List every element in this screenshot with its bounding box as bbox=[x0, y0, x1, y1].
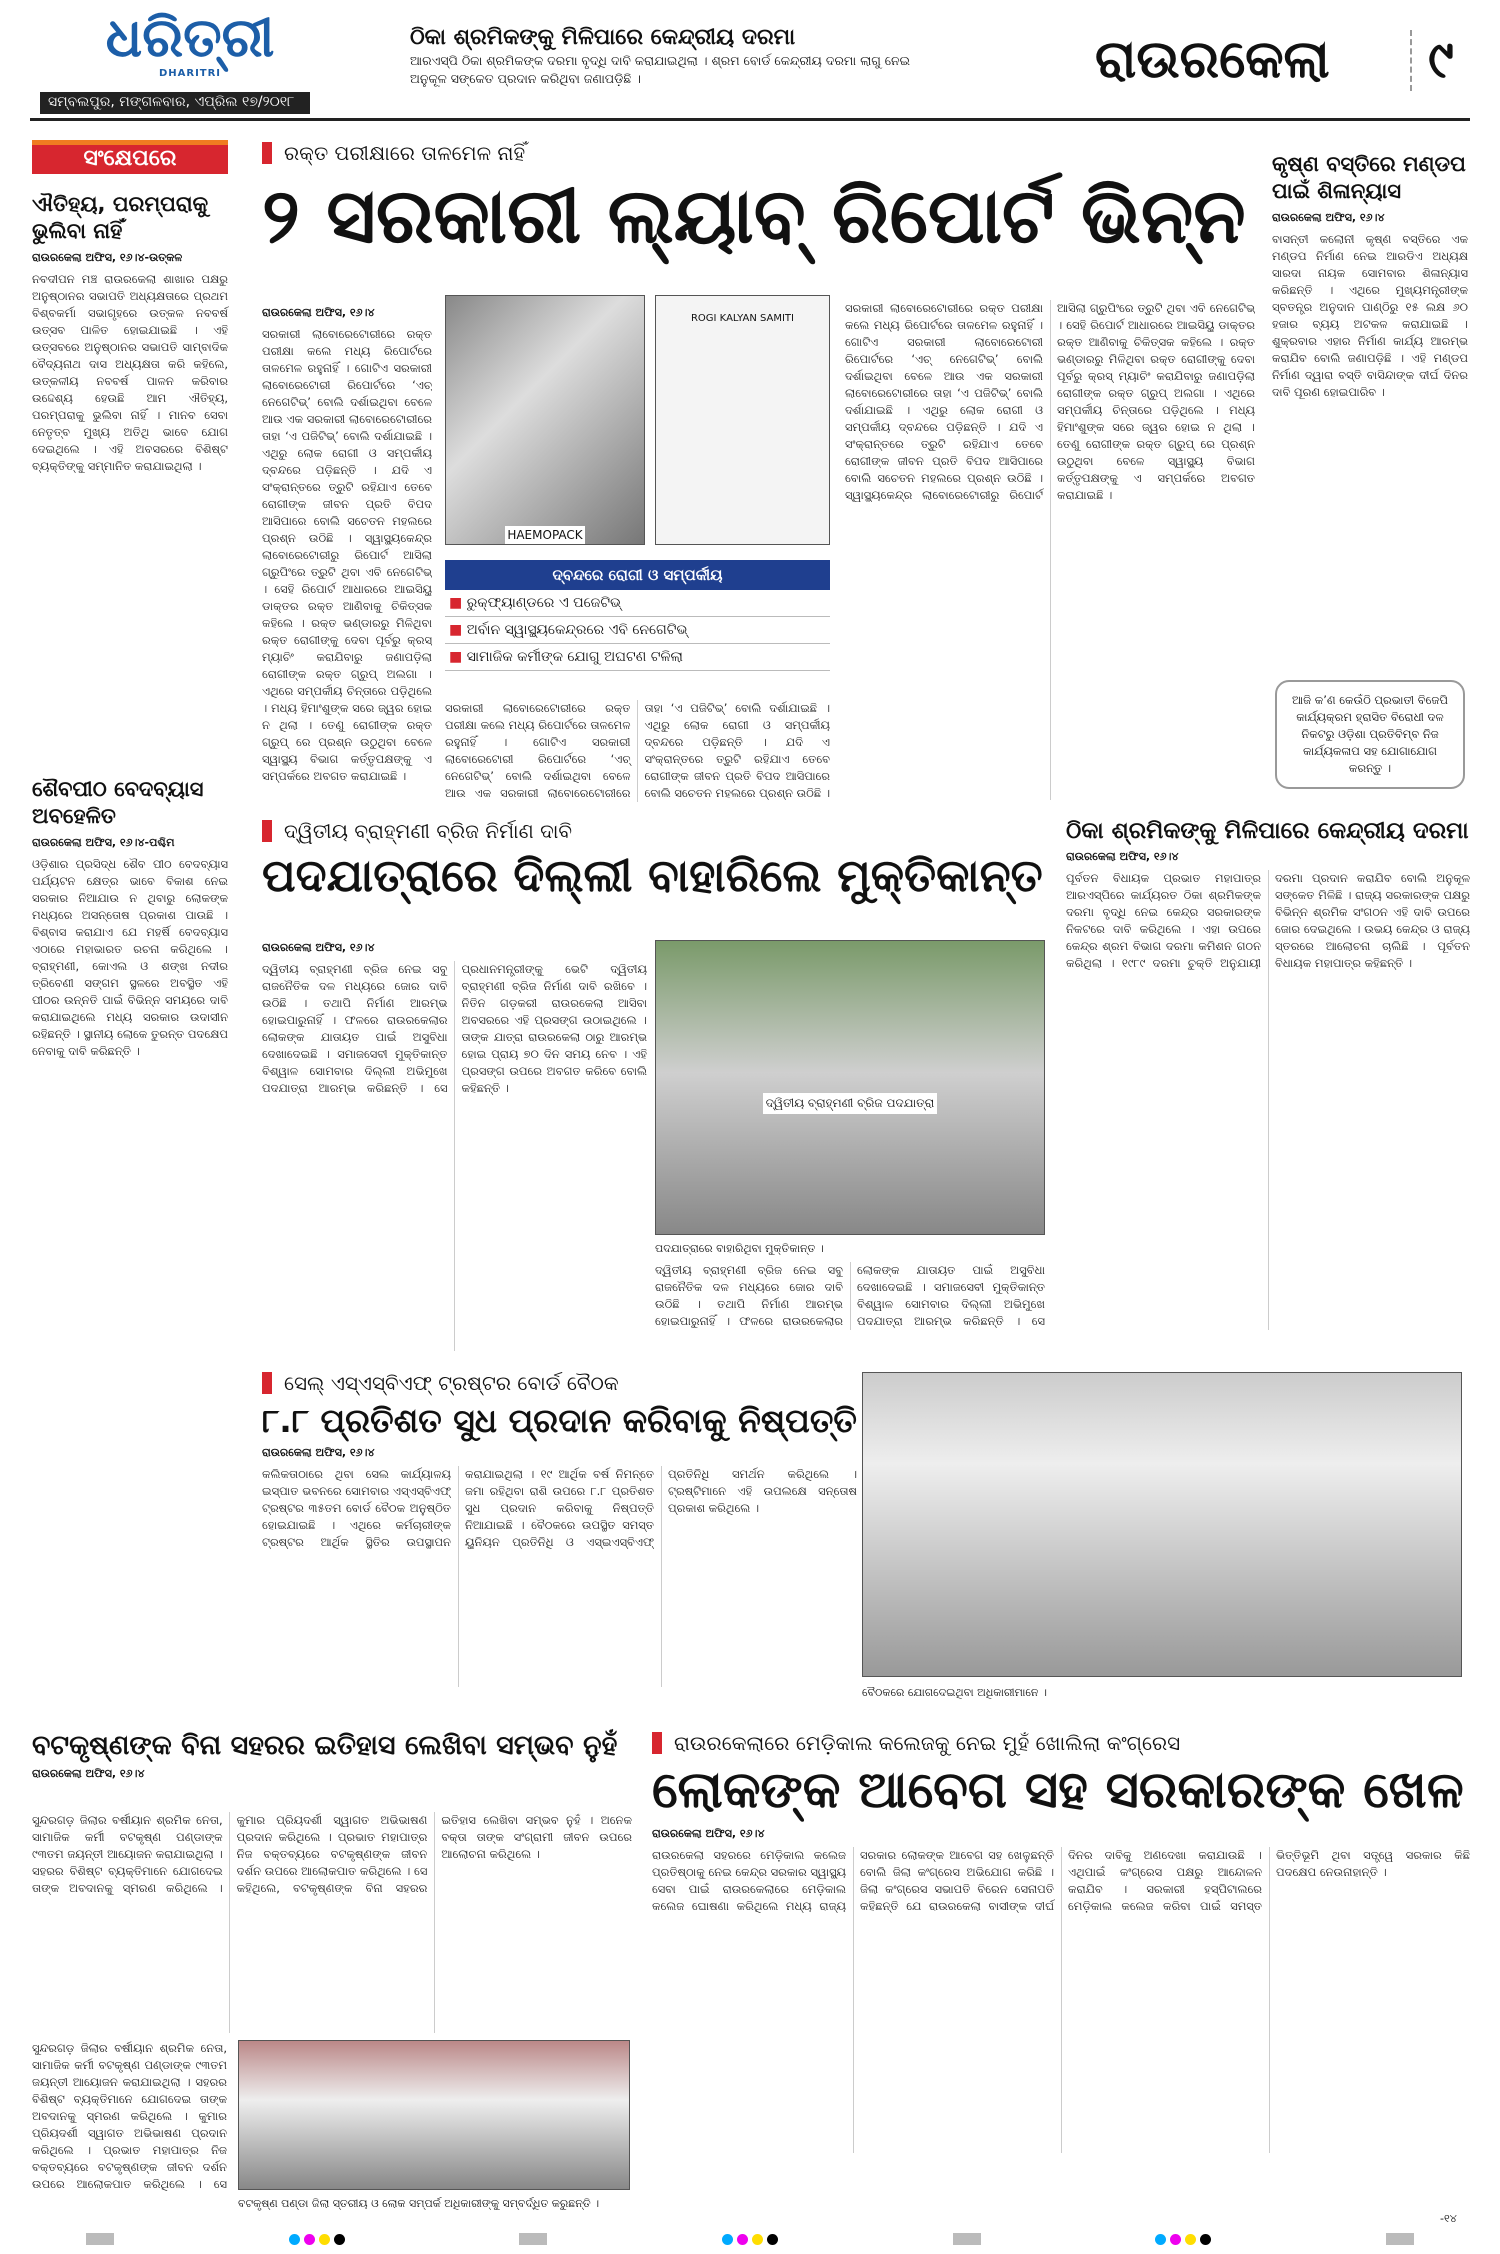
photo-caption: ପଦଯାତ୍ରାରେ ବାହାରିଥିବା ମୁକ୍ତିକାନ୍ତ । bbox=[655, 1242, 824, 1255]
story-headline: ବଟକୃଷ୍ଣଙ୍କ ବିନା ସହରର ଇତିହାସ ଲେଖିବା ସମ୍ଭବ ନୁହଁ bbox=[32, 1730, 618, 1761]
print-registration-marks bbox=[0, 2232, 1500, 2246]
photo-label: ROGI KALYAN SAMITI bbox=[690, 313, 794, 324]
gray-swatch bbox=[519, 2233, 547, 2245]
cmyk-dots bbox=[287, 2230, 347, 2249]
story-body: ଦ୍ୱିତୀୟ ବ୍ରାହ୍ମଣୀ ବ୍ରିଜ ନେଇ ସବୁ ରାଜନୈତିକ ଦଳ ମଧ୍ୟରେ ଜୋର ଦାବି ଉଠିଛି । ତଥାପି ନିର୍ମାଣ ଆରମ୍ଭ ହୋଇପାରୁନାହିଁ । ଫଳରେ ରାଉରକେଲାର ଲୋକଙ୍କ ଯାତାୟତ ପାଇଁ ଅସୁବିଧା ଦେଖାଦେଇଛି । ସମାଜସେବୀ ମୁକ୍ତିକାନ୍ତ ବିଶ୍ୱାଳ ସୋମବାର ଦିଲ୍ଲୀ ଅଭିମୁଖେ ପଦଯାତ୍ରା ଆରମ୍ଭ କରିଛନ୍ତି । ସେ ପ୍ରଧାନମନ୍ତ୍ରୀଙ୍କୁ ଭେଟି ଦ୍ୱିତୀୟ ବ୍ରାହ୍ମଣୀ ବ୍ରିଜ ନିର୍ମାଣ ଦାବି ରଖିବେ । ନିତିନ ଗଡ଼କରୀ ରାଉରକେଲା ଆସିବା ଅବସରରେ ଏହି ପ୍ରସଙ୍ଗ ଉଠାଇଥିଲେ । ତାଙ୍କ ଯାତ୍ରା ରାଉରକେଲା ଠାରୁ ଆରମ୍ଭ ହୋଇ ପ୍ରାୟ ୭୦ ଦିନ ସମୟ ନେବ । ଏହି ପ୍ରସଙ୍ଗ ଉପରେ ଅବଗତ କରିବେ ବୋଲି କହିଛନ୍ତି । bbox=[262, 962, 647, 1095]
page-section-name: ରାଉରକେଲା bbox=[1095, 30, 1330, 90]
story-dateline: ରାଉରକେଲା ଅଫିସ, ୧୬।୪ bbox=[652, 1826, 765, 1840]
gray-swatch bbox=[86, 2233, 114, 2245]
lab-report-photo bbox=[655, 295, 830, 545]
promo-quote: ଆଜି କ’ଣ କେଉଁଠି ପ୍ରଭାତୀ ବିଜେପି କାର୍ଯ୍ୟକ୍ରମ ହ୍ରାସିତ ବିରୋଧୀ ଦଳ ନିକଟରୁ ଓଡ଼ିଶା ପ୍ରତିବିମ୍ବ ନିଜ କାର୍ଯ୍ୟକଳାପ ସହ ଯୋଗାଯୋଗ କରନ୍ତୁ । bbox=[1275, 680, 1465, 789]
story2-body-wrap bbox=[262, 935, 647, 1351]
blood-bag-photo bbox=[445, 295, 645, 545]
briefs-badge: ସଂକ୍ଷେପରେ bbox=[32, 140, 228, 174]
teaser-title: ଠିକା ଶ୍ରମିକଙ୍କୁ ମିଳିପାରେ କେନ୍ଦ୍ରୀୟ ଦରମା bbox=[410, 25, 796, 50]
photo-caption: ବୈଠକରେ ଯୋଗଦେଇଥିବା ଅଧିକାରୀମାନେ । bbox=[862, 1686, 1047, 1699]
gray-swatch bbox=[953, 2233, 981, 2245]
lead-body: ସରକାରୀ ଲାବୋରେଟୋରୀରେ ରକ୍ତ ପରୀକ୍ଷା କଲେ ମଧ୍ୟ ରିପୋର୍ଟରେ ତାଳମେଳ ରହୁନାହିଁ । ଗୋଟିଏ ସରକାରୀ ଲାବୋରେଟୋରୀ ରିପୋର୍ଟରେ ‘ଏଚ୍ ନେଗେଟିଭ୍’ ବୋଲି ଦର୍ଶାଇଥିବା ବେଳେ ଆଉ ଏକ ସରକାରୀ ଲାବୋରେଟୋରୀରେ ତାହା ‘ଏ ପଜିଟିଭ୍’ ବୋଲି ଦର୍ଶାଯାଇଛି । ଏଥିରୁ ଲୋକ ରୋଗୀ ଓ ସମ୍ପର୍କୀୟ ଦ୍ବନ୍ଦରେ ପଡ଼ିଛନ୍ତି । ଯଦି ଏ ସଂକ୍ରାନ୍ତରେ ତ୍ରୁଟି ରହିଯାଏ ତେବେ ରୋଗୀଙ୍କ ଜୀବନ ପ୍ରତି ବିପଦ ଆସିପାରେ ବୋଲି ସଚେତନ ମହଲରେ ପ୍ରଶ୍ନ ଉଠିଛି । ସ୍ୱାସ୍ଥ୍ୟକେନ୍ଦ୍ର ଲାବୋରେଟୋରୀରୁ ରିପୋର୍ଟ ଆସିଲା ଗ୍ରୁପିଂରେ ତ୍ରୁଟି ଥିବା ଏବି ନେଗେଟିଭ୍ । ସେହି ରିପୋର୍ଟ ଆଧାରରେ ଆଇସିୟୁ ଡାକ୍ତର ରକ୍ତ ଆଣିବାକୁ ଚିକିତ୍ସକ କହିଲେ । ରକ୍ତ ଭଣ୍ଡାରରୁ ମିଳିଥିବା ରକ୍ତ ରୋଗୀଙ୍କୁ ଦେବା ପୂର୍ବରୁ କ୍ରସ୍ ମ୍ୟାଚିଂ କରାଯିବାରୁ ଜଣାପଡ଼ିଲା ରୋଗୀଙ୍କ ରକ୍ତ ଗ୍ରୁପ୍ ଅଲଗା । ଏଥିରେ ସମ୍ପର୍କୀୟ ଚିନ୍ତାରେ ପଡ଼ିଥିଲେ । ମଧ୍ୟ ହିମାଂଶୁଙ୍କ ସରେ ଜ୍ୱର ହୋଇ ନ ଥିଲା । ତେଣୁ ରୋଗୀଙ୍କ ରକ୍ତ ଗ୍ରୁପ୍ ରେ ପ୍ରଶ୍ନ ଉଠୁଥିବା ବେଳେ ସ୍ୱାସ୍ଥ୍ୟ ବିଭାଗ କର୍ତ୍ତୃପକ୍ଷଙ୍କୁ ଏ ସମ୍ପର୍କରେ ଅବଗତ କରାଯାଇଛି । bbox=[262, 327, 432, 783]
story-padayatra[interactable] bbox=[262, 818, 1052, 902]
story-headline: ଲୋକଙ୍କ ଆବେଗ ସହ ସରକାରଙ୍କ ଖେଳ bbox=[652, 1761, 1464, 1820]
lead-kicker: ରକ୍ତ ପରୀକ୍ଷାରେ ତାଳମେଳ ନାହିଁ bbox=[262, 140, 1252, 166]
gray-swatch bbox=[1386, 2233, 1414, 2245]
photo-caption: ବଟକୃଷ୍ଣ ପଣ୍ଡା ଜିଲା ସ୍ତରୀୟ ଓ ଲୋକ ସମ୍ପର୍କ ଅଧିକାରୀଙ୍କୁ ସମ୍ବର୍ଦ୍ଧିତ କରୁଛନ୍ତି । bbox=[238, 2197, 600, 2210]
banner-text: ଦ୍ୱିତୀୟ ବ୍ରାହ୍ମଣୀ ବ୍ରିଜ ପଦଯାତ୍ରା bbox=[763, 1093, 938, 1114]
cmyk-dots bbox=[1153, 2230, 1213, 2249]
brief-dateline: ରାଉରକେଲା ଅଫିସ, ୧୬।୪ bbox=[1272, 211, 1385, 224]
story-body: ପୂର୍ବତନ ବିଧାୟକ ପ୍ରଭାତ ମହାପାତ୍ର ଆରଏସ୍‌ପିରେ କାର୍ଯ୍ୟରତ ଠିକା ଶ୍ରମିକଙ୍କ ଦରମା ବୃଦ୍ଧି ନେଇ କେନ୍ଦ୍ର ସରକାରଙ୍କ ନିକଟରେ ଦାବି କରିଥିଲେ । ଏହା ଉପରେ କେନ୍ଦ୍ର ଶ୍ରମ ବିଭାଗ ଦରମା କମିଶନ ଗଠନ କରିଥିଲା । ୧୯୮୯ ଦରମା ଚୁକ୍ତି ଅନୁଯାୟୀ ଦରମା ପ୍ରଦାନ କରାଯିବ ବୋଲି ଅନୁକୂଳ ସଙ୍କେତ ମିଳିଛି । ରାଜ୍ୟ ସରକାରଙ୍କ ପକ୍ଷରୁ ବିଭିନ୍ନ ଶ୍ରମିକ ସଂଗଠନ ଏହି ଦାବି ଉପରେ ଜୋର ଦେଇଥିଲେ । ଉଭୟ କେନ୍ଦ୍ର ଓ ରାଜ୍ୟ ସ୍ତରରେ ଆଲୋଚନା ଚାଲିଛି । ପୂର୍ବତନ ବିଧାୟକ ମହାପାତ୍ର କହିଛନ୍ତି । bbox=[1066, 871, 1470, 971]
story-body-lower: ସୁନ୍ଦରଗଡ଼ ଜିଲାର ବର୍ଷୀୟାନ ଶ୍ରମିକ ନେତା, ସାମାଜିକ କର୍ମୀ ବଟକୃଷ୍ଣ ପଣ୍ଡାଙ୍କ ୯୩ତମ ଜୟନ୍ତୀ ଆୟୋଜନ କରାଯାଇଥିଲା । ସହରର ବିଶିଷ୍ଟ ବ୍ୟକ୍ତିମାନେ ଯୋଗଦେଇ ତାଙ୍କ ଅବଦାନକୁ ସ୍ମରଣ କରିଥିଲେ । କୁମାର ପ୍ରିୟଦର୍ଶୀ ସ୍ୱାଗତ ଅଭିଭାଷଣ ପ୍ରଦାନ କରିଥିଲେ । ପ୍ରଭାତ ମହାପାତ୍ର ନିଜ ବକ୍ତବ୍ୟରେ ବଟକୃଷ୍ଣଙ୍କ ଜୀବନ ଦର୍ଶନ ଉପରେ ଆଲୋକପାତ କରିଥିଲେ । ସେ bbox=[32, 2041, 227, 2191]
brief-body: ଓଡ଼ିଶାର ପ୍ରସିଦ୍ଧ ଶୈବ ପୀଠ ବେଦବ୍ୟାସ ପର୍ଯ୍ୟଟନ କ୍ଷେତ୍ର ଭାବେ ବିକାଶ ନେଇ ସରକାର ନିଆଯାଉ ନ ଥିବାରୁ ଲୋକଙ୍କ ମଧ୍ୟରେ ଅସନ୍ତୋଷ ପ୍ରକାଶ ପାଉଛି । ବିଶ୍ବାସ କରାଯାଏ ଯେ ମହର୍ଷି ବେଦବ୍ୟାସ ଏଠାରେ ମହାଭାରତ ରଚନା କରିଥିଲେ । ବ୍ରାହ୍ମଣୀ, କୋଏଲ ଓ ଶଙ୍ଖ ନଦୀର ତ୍ରିବେଣୀ ସଙ୍ଗମ ସ୍ଥଳରେ ଅବସ୍ଥିତ ଏହି ପୀଠର ଉନ୍ନତି ପାଇଁ ବିଭିନ୍ନ ସମୟରେ ଦାବି କରାଯାଇଥିଲେ ମଧ୍ୟ ସରକାର ଉଦାସୀନ ରହିଛନ୍ତି । ସ୍ଥାନୀୟ ଲୋକେ ତୁରନ୍ତ ପଦକ୍ଷେପ ନେବାକୁ ଦାବି କରିଛନ୍ତି । bbox=[32, 857, 228, 1058]
logo-english: DHARITRI bbox=[158, 68, 222, 79]
story-kicker: ଦ୍ୱିତୀୟ ବ୍ରାହ୍ମଣୀ ବ୍ରିଜ ନିର୍ମାଣ ଦାବି bbox=[262, 818, 1052, 844]
story-dateline: ରାଉରକେଲା ଅଫିସ, ୧୬।୪ bbox=[32, 1767, 145, 1781]
story-body: ସୁନ୍ଦରଗଡ଼ ଜିଲାର ବର୍ଷୀୟାନ ଶ୍ରମିକ ନେତା, ସାମାଜିକ କର୍ମୀ ବଟକୃଷ୍ଣ ପଣ୍ଡାଙ୍କ ୯୩ତମ ଜୟନ୍ତୀ ଆୟୋଜନ କରାଯାଇଥିଲା । ସହରର ବିଶିଷ୍ଟ ବ୍ୟକ୍ତିମାନେ ଯୋଗଦେଇ ତାଙ୍କ ଅବଦାନକୁ ସ୍ମରଣ କରିଥିଲେ । କୁମାର ପ୍ରିୟଦର୍ଶୀ ସ୍ୱାଗତ ଅଭିଭାଷଣ ପ୍ରଦାନ କରିଥିଲେ । ପ୍ରଭାତ ମହାପାତ୍ର ନିଜ ବକ୍ତବ୍ୟରେ ବଟକୃଷ୍ଣଙ୍କ ଜୀବନ ଦର୍ଶନ ଉପରେ ଆଲୋକପାତ କରିଥିଲେ । ସେ କହିଥିଲେ, ବଟକୃଷ୍ଣଙ୍କ ବିନା ସହରର ଇତିହାସ ଲେଖିବା ସମ୍ଭବ ନୁହଁ । ଅନେକ ବକ୍ତା ତାଙ୍କ ସଂଗ୍ରାମୀ ଜୀବନ ଉପରେ ଆଲୋଚନା କରିଥିଲେ । bbox=[32, 1813, 632, 1895]
masthead-logo[interactable] bbox=[90, 6, 290, 80]
story-body: ରାଉରକେଲା ସହରରେ ମେଡ଼ିକାଲ କଲେଜ ପ୍ରତିଷ୍ଠାକୁ ନେଇ କେନ୍ଦ୍ର ସରକାର ସ୍ୱାସ୍ଥ୍ୟ ସେବା ପାଇଁ ରାଉରକେଲାରେ ମେଡ଼ିକାଲ କଲେଜ ଘୋଷଣା କରିଥିଲେ ମଧ୍ୟ ରାଜ୍ୟ ସରକାର ଲୋକଙ୍କ ଆବେଗ ସହ ଖେଳୁଛନ୍ତି ବୋଲି ଜିଲା କଂଗ୍ରେସ ଅଭିଯୋଗ କରିଛି । ଜିଲା କଂଗ୍ରେସ ସଭାପତି ବିରେନ ସେନାପତି କହିଛନ୍ତି ଯେ ରାଉରକେଲା ବାସୀଙ୍କ ଦୀର୍ଘ ଦିନର ଦାବିକୁ ଅଣଦେଖା କରାଯାଉଛି । ଏଥିପାଇଁ କଂଗ୍ରେସ ପକ୍ଷରୁ ଆନ୍ଦୋଳନ କରାଯିବ । ସରକାରୀ ହସ୍ପିଟାଲରେ ମେଡ଼ିକାଲ କଲେଜ କରିବା ପାଇଁ ସମସ୍ତ ଭିତ୍ତିଭୂମି ଥିବା ସତ୍ତ୍ୱେ ସରକାର କିଛି ପଦକ୍ଷେପ ନେଉନାହାନ୍ତି । bbox=[652, 1847, 1470, 1913]
story-medical-college[interactable] bbox=[652, 1730, 1470, 2153]
brief-body: ନବଦୀପନ ମଞ୍ଚ ରାଉରକେଲା ଶାଖାର ପକ୍ଷରୁ ଅନୁଷ୍ଠାନର ସଭାପତି ଅଧ୍ୟକ୍ଷତାରେ ପ୍ରଥମ ବିଶ୍ବକର୍ମା ସଭାଗୃହରେ ଉତ୍କଳ ନବବର୍ଷ ଉତ୍ସବ ପାଳିତ ହୋଇଯାଇଛି । ଏହି ଉତ୍ସବରେ ଅନୁଷ୍ଠାନର ସଭାପତି ସାମ୍ବାଦିକ ବୈଦ୍ୟନାଥ ଦାସ ଅଧ୍ୟକ୍ଷତା କରି କହିଲେ, ଉତ୍କଳୀୟ ନବବର୍ଷ ପାଳନ କରିବାର ଉଦ୍ଦେଶ୍ୟ ହେଉଛି ଆମ ଐତିହ୍ୟ, ପରମ୍ପରାକୁ ଭୁଲିବା ନାହିଁ । ମାନବ ସେବା ନେତୃତ୍ବ ମୁଖ୍ୟ ଅତିଥି ଭାବେ ଯୋଗ ଦେଇଥିଲେ । ଏହି ଅବସରରେ ବିଶିଷ୍ଟ ବ୍ୟକ୍ତିଙ୍କୁ ସମ୍ମାନିତ କରାଯାଇଥିଲା । bbox=[32, 272, 228, 473]
brief-dateline: ରାଉରକେଲା ଅଫିସ, ୧୬।୪-ଉତ୍କଳ bbox=[32, 251, 183, 264]
story-dateline: ରାଉରକେଲା ଅଫିସ, ୧୬।୪ bbox=[262, 1445, 375, 1459]
brief-title: ଶୈବପୀଠ ବେଦବ୍ୟାସ ଅବହେଳିତ bbox=[32, 777, 204, 828]
brief-1[interactable] bbox=[32, 185, 228, 475]
brief-body: ବାସନ୍ତୀ କଲୋନୀ କୃଷ୍ଣ ବସ୍ତିରେ ଏକ ମଣ୍ଡପ ନିର୍ମାଣ ନେଇ ଆରଡିଏ ଅଧ୍ୟକ୍ଷ ସାରଦା ନାୟକ ସୋମବାର ଶିଳାନ୍ୟାସ କରିଛନ୍ତି । ଏଥିରେ ମୁଖ୍ୟମନ୍ତ୍ରୀଙ୍କ ସ୍ବତନ୍ତ୍ର ଅନୁଦାନ ପାଣ୍ଠିରୁ ୧୫ ଲକ୍ଷ ୬୦ ହଜାର ବ୍ୟୟ ଅଟକଳ କରାଯାଇଛି । ଶୁକ୍ରବାର ଏହାର ନିର୍ମାଣ କାର୍ଯ୍ୟ ଆରମ୍ଭ କରାଯିବ ବୋଲି ଜଣାପଡ଼ିଛି । ଏହି ମଣ୍ଡପ ନିର୍ମାଣ ଦ୍ୱାରା ବସ୍ତି ବାସିନ୍ଦାଙ୍କ ଦୀର୍ଘ ଦିନର ଦାବି ପୂରଣ ହୋଇପାରିବ । bbox=[1272, 232, 1468, 399]
teaser-text: ଆରଏସ୍‌ପି ଠିକା ଶ୍ରମିକଙ୍କ ଦରମା ବୃଦ୍ଧି ଦାବି କରାଯାଇଥିଲା । ଶ୍ରମ ବୋର୍ଡ କେନ୍ଦ୍ରୀୟ ଦରମା ଲାଗୁ ନେଇ ଅନୁକୂଳ ସଙ୍କେତ ପ୍ରଦାନ କରିଥିବା ଜଣାପଡ଼ିଛି । bbox=[410, 53, 911, 86]
dateline: ସମ୍ବଲପୁର, ମଙ୍ଗଳବାର, ଏପ୍ରିଲ ୧୭/୨୦୧୮ bbox=[40, 92, 310, 114]
cmyk-dots bbox=[720, 2230, 780, 2249]
story-thika-shramik[interactable] bbox=[1066, 818, 1470, 1330]
story-headline: ଠିକା ଶ୍ରମିକଙ୍କୁ ମିଳିପାରେ କେନ୍ଦ୍ରୀୟ ଦରମା bbox=[1066, 818, 1469, 844]
lead-body-right: ସରକାରୀ ଲାବୋରେଟୋରୀରେ ରକ୍ତ ପରୀକ୍ଷା କଲେ ମଧ୍ୟ ରିପୋର୍ଟରେ ତାଳମେଳ ରହୁନାହିଁ । ଗୋଟିଏ ସରକାରୀ ଲାବୋରେଟୋରୀ ରିପୋର୍ଟରେ ‘ଏଚ୍ ନେଗେଟିଭ୍’ ବୋଲି ଦର୍ଶାଇଥିବା ବେଳେ ଆଉ ଏକ ସରକାରୀ ଲାବୋରେଟୋରୀରେ ତାହା ‘ଏ ପଜିଟିଭ୍’ ବୋଲି ଦର୍ଶାଯାଇଛି । ଏଥିରୁ ଲୋକ ରୋଗୀ ଓ ସମ୍ପର୍କୀୟ ଦ୍ବନ୍ଦରେ ପଡ଼ିଛନ୍ତି । ଯଦି ଏ ସଂକ୍ରାନ୍ତରେ ତ୍ରୁଟି ରହିଯାଏ ତେବେ ରୋଗୀଙ୍କ ଜୀବନ ପ୍ରତି ବିପଦ ଆସିପାରେ ବୋଲି ସଚେତନ ମହଲରେ ପ୍ରଶ୍ନ ଉଠିଛି । ସ୍ୱାସ୍ଥ୍ୟକେନ୍ଦ୍ର ଲାବୋରେଟୋରୀରୁ ରିପୋର୍ଟ ଆସିଲା ଗ୍ରୁପିଂରେ ତ୍ରୁଟି ଥିବା ଏବି ନେଗେଟିଭ୍ । ସେହି ରିପୋର୍ଟ ଆଧାରରେ ଆଇସିୟୁ ଡାକ୍ତର ରକ୍ତ ଆଣିବାକୁ ଚିକିତ୍ସକ କହିଲେ । ରକ୍ତ ଭଣ୍ଡାରରୁ ମିଳିଥିବା ରକ୍ତ ରୋଗୀଙ୍କୁ ଦେବା ପୂର୍ବରୁ କ୍ରସ୍ ମ୍ୟାଚିଂ କରାଯିବାରୁ ଜଣାପଡ଼ିଲା ରୋଗୀଙ୍କ ରକ୍ତ ଗ୍ରୁପ୍ ଅଲଗା । ଏଥିରେ ସମ୍ପର୍କୀୟ ଚିନ୍ତାରେ ପଡ଼ିଥିଲେ । ମଧ୍ୟ ହିମାଂଶୁଙ୍କ ସରେ ଜ୍ୱର ହୋଇ ନ ଥିଲା । ତେଣୁ ରୋଗୀଙ୍କ ରକ୍ତ ଗ୍ରୁପ୍ ରେ ପ୍ରଶ୍ନ ଉଠୁଥିବା ବେଳେ ସ୍ୱାସ୍ଥ୍ୟ ବିଭାଗ କର୍ତ୍ତୃପକ୍ଷଙ୍କୁ ଏ ସମ୍ପର୍କରେ ଅବଗତ କରାଯାଇଛି । bbox=[845, 301, 1255, 502]
story-headline: ୮.୮ ପ୍ରତିଶତ ସୁଧ ପ୍ରଦାନ କରିବାକୁ ନିଷ୍ପତ୍ତି bbox=[262, 1401, 857, 1440]
lead-body-lower: ସରକାରୀ ଲାବୋରେଟୋରୀରେ ରକ୍ତ ପରୀକ୍ଷା କଲେ ମଧ୍ୟ ରିପୋର୍ଟରେ ତାଳମେଳ ରହୁନାହିଁ । ଗୋଟିଏ ସରକାରୀ ଲାବୋରେଟୋରୀ ରିପୋର୍ଟରେ ‘ଏଚ୍ ନେଗେଟିଭ୍’ ବୋଲି ଦର୍ଶାଇଥିବା ବେଳେ ଆଉ ଏକ ସରକାରୀ ଲାବୋରେଟୋରୀରେ ତାହା ‘ଏ ପଜିଟିଭ୍’ ବୋଲି ଦର୍ଶାଯାଇଛି । ଏଥିରୁ ଲୋକ ରୋଗୀ ଓ ସମ୍ପର୍କୀୟ ଦ୍ବନ୍ଦରେ ପଡ଼ିଛନ୍ତି । ଯଦି ଏ ସଂକ୍ରାନ୍ତରେ ତ୍ରୁଟି ରହିଯାଏ ତେବେ ରୋଗୀଙ୍କ ଜୀବନ ପ୍ରତି ବିପଦ ଆସିପାରେ ବୋଲି ସଚେତନ ମହଲରେ ପ୍ରଶ୍ନ ଉଠିଛି । bbox=[445, 701, 830, 800]
lead-highlight-box bbox=[445, 560, 830, 671]
meeting-photo bbox=[862, 1372, 1462, 1677]
story-body: କଲିକତାଠାରେ ଥିବା ସେଲ କାର୍ଯ୍ୟାଳୟ ଇସ୍ପାତ ଭବନରେ ସୋମବାର ଏସ୍‌ଏସ୍‌ବିଏଫ୍ ଟ୍ରଷ୍ଟର ୩୫ତମ ବୋର୍ଡ ବୈଠକ ଅନୁଷ୍ଠିତ ହୋଇଯାଇଛି । ଏଥିରେ କର୍ମଚାରୀଙ୍କ ଟ୍ରଷ୍ଟର ଆର୍ଥିକ ସ୍ଥିତିର ଉପସ୍ଥାପନ କରାଯାଇଥିଲା । ୧୯ ଆର୍ଥିକ ବର୍ଷ ନିମନ୍ତେ ଜମା ରହିଥିବା ରାଶି ଉପରେ ୮.୮ ପ୍ରତିଶତ ସୁଧ ପ୍ରଦାନ କରିବାକୁ ନିଷ୍ପତ୍ତି ନିଆଯାଇଛି । ବୈଠକରେ ଉପସ୍ଥିତ ସମସ୍ତ ୟୁନିୟନ ପ୍ରତିନିଧି ଓ ଏସ୍‌ଇଏସ୍‌ବିଏଫ୍ ପ୍ରତିନିଧି ସମର୍ଥନ କରିଥିଲେ । ଟ୍ରଷ୍ଟିମାନେ ଏହି ଉପଲକ୍ଷେ ସନ୍ତୋଷ ପ୍ରକାଶ କରିଥିଲେ । bbox=[262, 1466, 857, 1549]
story-batakrushna[interactable] bbox=[32, 1730, 632, 1787]
header-rule bbox=[30, 118, 1470, 121]
brief-title: କୃଷ୍ଣ ବସ୍ତିରେ ମଣ୍ଡପ ପାଇଁ ଶିଳାନ୍ୟାସ bbox=[1272, 152, 1466, 203]
lead-story[interactable] bbox=[262, 140, 1252, 259]
story-body-lower: ଦ୍ୱିତୀୟ ବ୍ରାହ୍ମଣୀ ବ୍ରିଜ ନେଇ ସବୁ ରାଜନୈତିକ ଦଳ ମଧ୍ୟରେ ଜୋର ଦାବି ଉଠିଛି । ତଥାପି ନିର୍ମାଣ ଆରମ୍ଭ ହୋଇପାରୁନାହିଁ । ଫଳରେ ରାଉରକେଲାର ଲୋକଙ୍କ ଯାତାୟତ ପାଇଁ ଅସୁବିଧା ଦେଖାଦେଇଛି । ସମାଜସେବୀ ମୁକ୍ତିକାନ୍ତ ବିଶ୍ୱାଳ ସୋମବାର ଦିଲ୍ଲୀ ଅଭିମୁଖେ ପଦଯାତ୍ରା ଆରମ୍ଭ କରିଛନ୍ତି । ସେ bbox=[655, 1263, 1045, 1328]
brief-krushna-basti[interactable] bbox=[1272, 145, 1468, 401]
box-item: ■ ଅର୍ବାନ ସ୍ୱାସ୍ଥ୍ୟକେନ୍ଦ୍ରରେ ଏବି ନେଗେଟିଭ୍ bbox=[445, 617, 830, 644]
lead-headline: ୨ ସରକାରୀ ଲ୍ୟାବ୍ ରିପୋର୍ଟ ଭିନ୍ନ bbox=[262, 171, 1246, 260]
logo-wordmark: ଧରିତ୍ରୀ bbox=[105, 5, 275, 69]
story-headline: ପଦଯାତ୍ରାରେ ଦିଲ୍ଲୀ ବାହାରିଲେ ମୁକ୍ତିକାନ୍ତ bbox=[262, 849, 1043, 902]
page-ref: -୧୪ bbox=[1440, 2212, 1457, 2225]
story-kicker: ରାଉରକେଲାରେ ମେଡ଼ିକାଲ କଲେଜକୁ ନେଇ ମୁହଁ ଖୋଲିଲା କଂଗ୍ରେସ bbox=[652, 1730, 1470, 1756]
felicitation-photo bbox=[238, 2040, 630, 2190]
lead-dateline: ରାଉରକେଲା ଅଫିସ, ୧୬।୪ bbox=[262, 306, 375, 319]
brief-dateline: ରାଉରକେଲା ଅଫିସ, ୧୬।୪-ପଶ୍ଚିମ bbox=[32, 836, 175, 849]
brief-title: ଐତିହ୍ୟ, ପରମ୍ପରାକୁ ଭୁଲିବା ନାହିଁ bbox=[32, 192, 209, 243]
story-ssbf-trust[interactable] bbox=[262, 1370, 857, 1687]
story-kicker: ସେଲ୍ ଏସ୍‌ଏସ୍‌ବିଏଫ୍ ଟ୍ରଷ୍ଟର ବୋର୍ଡ ବୈଠକ bbox=[262, 1370, 857, 1396]
story-dateline: ରାଉରକେଲା ଅଫିସ, ୧୬।୪ bbox=[1066, 850, 1179, 864]
box-title: ଦ୍ବନ୍ଦରେ ରୋଗୀ ଓ ସମ୍ପର୍କୀୟ bbox=[445, 560, 830, 590]
photo-label: HAEMOPACK bbox=[507, 528, 583, 542]
lead-body-col1 bbox=[262, 300, 432, 796]
padayatra-photo bbox=[655, 940, 1045, 1235]
brief-2[interactable] bbox=[32, 770, 228, 1060]
box-item: ■ ସାମାଜିକ କର୍ମୀଙ୍କ ଯୋଗୁ ଅଘଟଣ ଟଳିଲା bbox=[445, 644, 830, 671]
story-dateline: ରାଉରକେଲା ଅଫିସ, ୧୬।୪ bbox=[262, 941, 375, 954]
header-teaser[interactable] bbox=[410, 24, 950, 88]
page-number: ୯ bbox=[1410, 30, 1454, 91]
box-item: ■ ରୁକ୍‌ଫ୍ୟାଣ୍ଡରେ ଏ ପଜେଟିଭ୍ bbox=[445, 590, 830, 617]
